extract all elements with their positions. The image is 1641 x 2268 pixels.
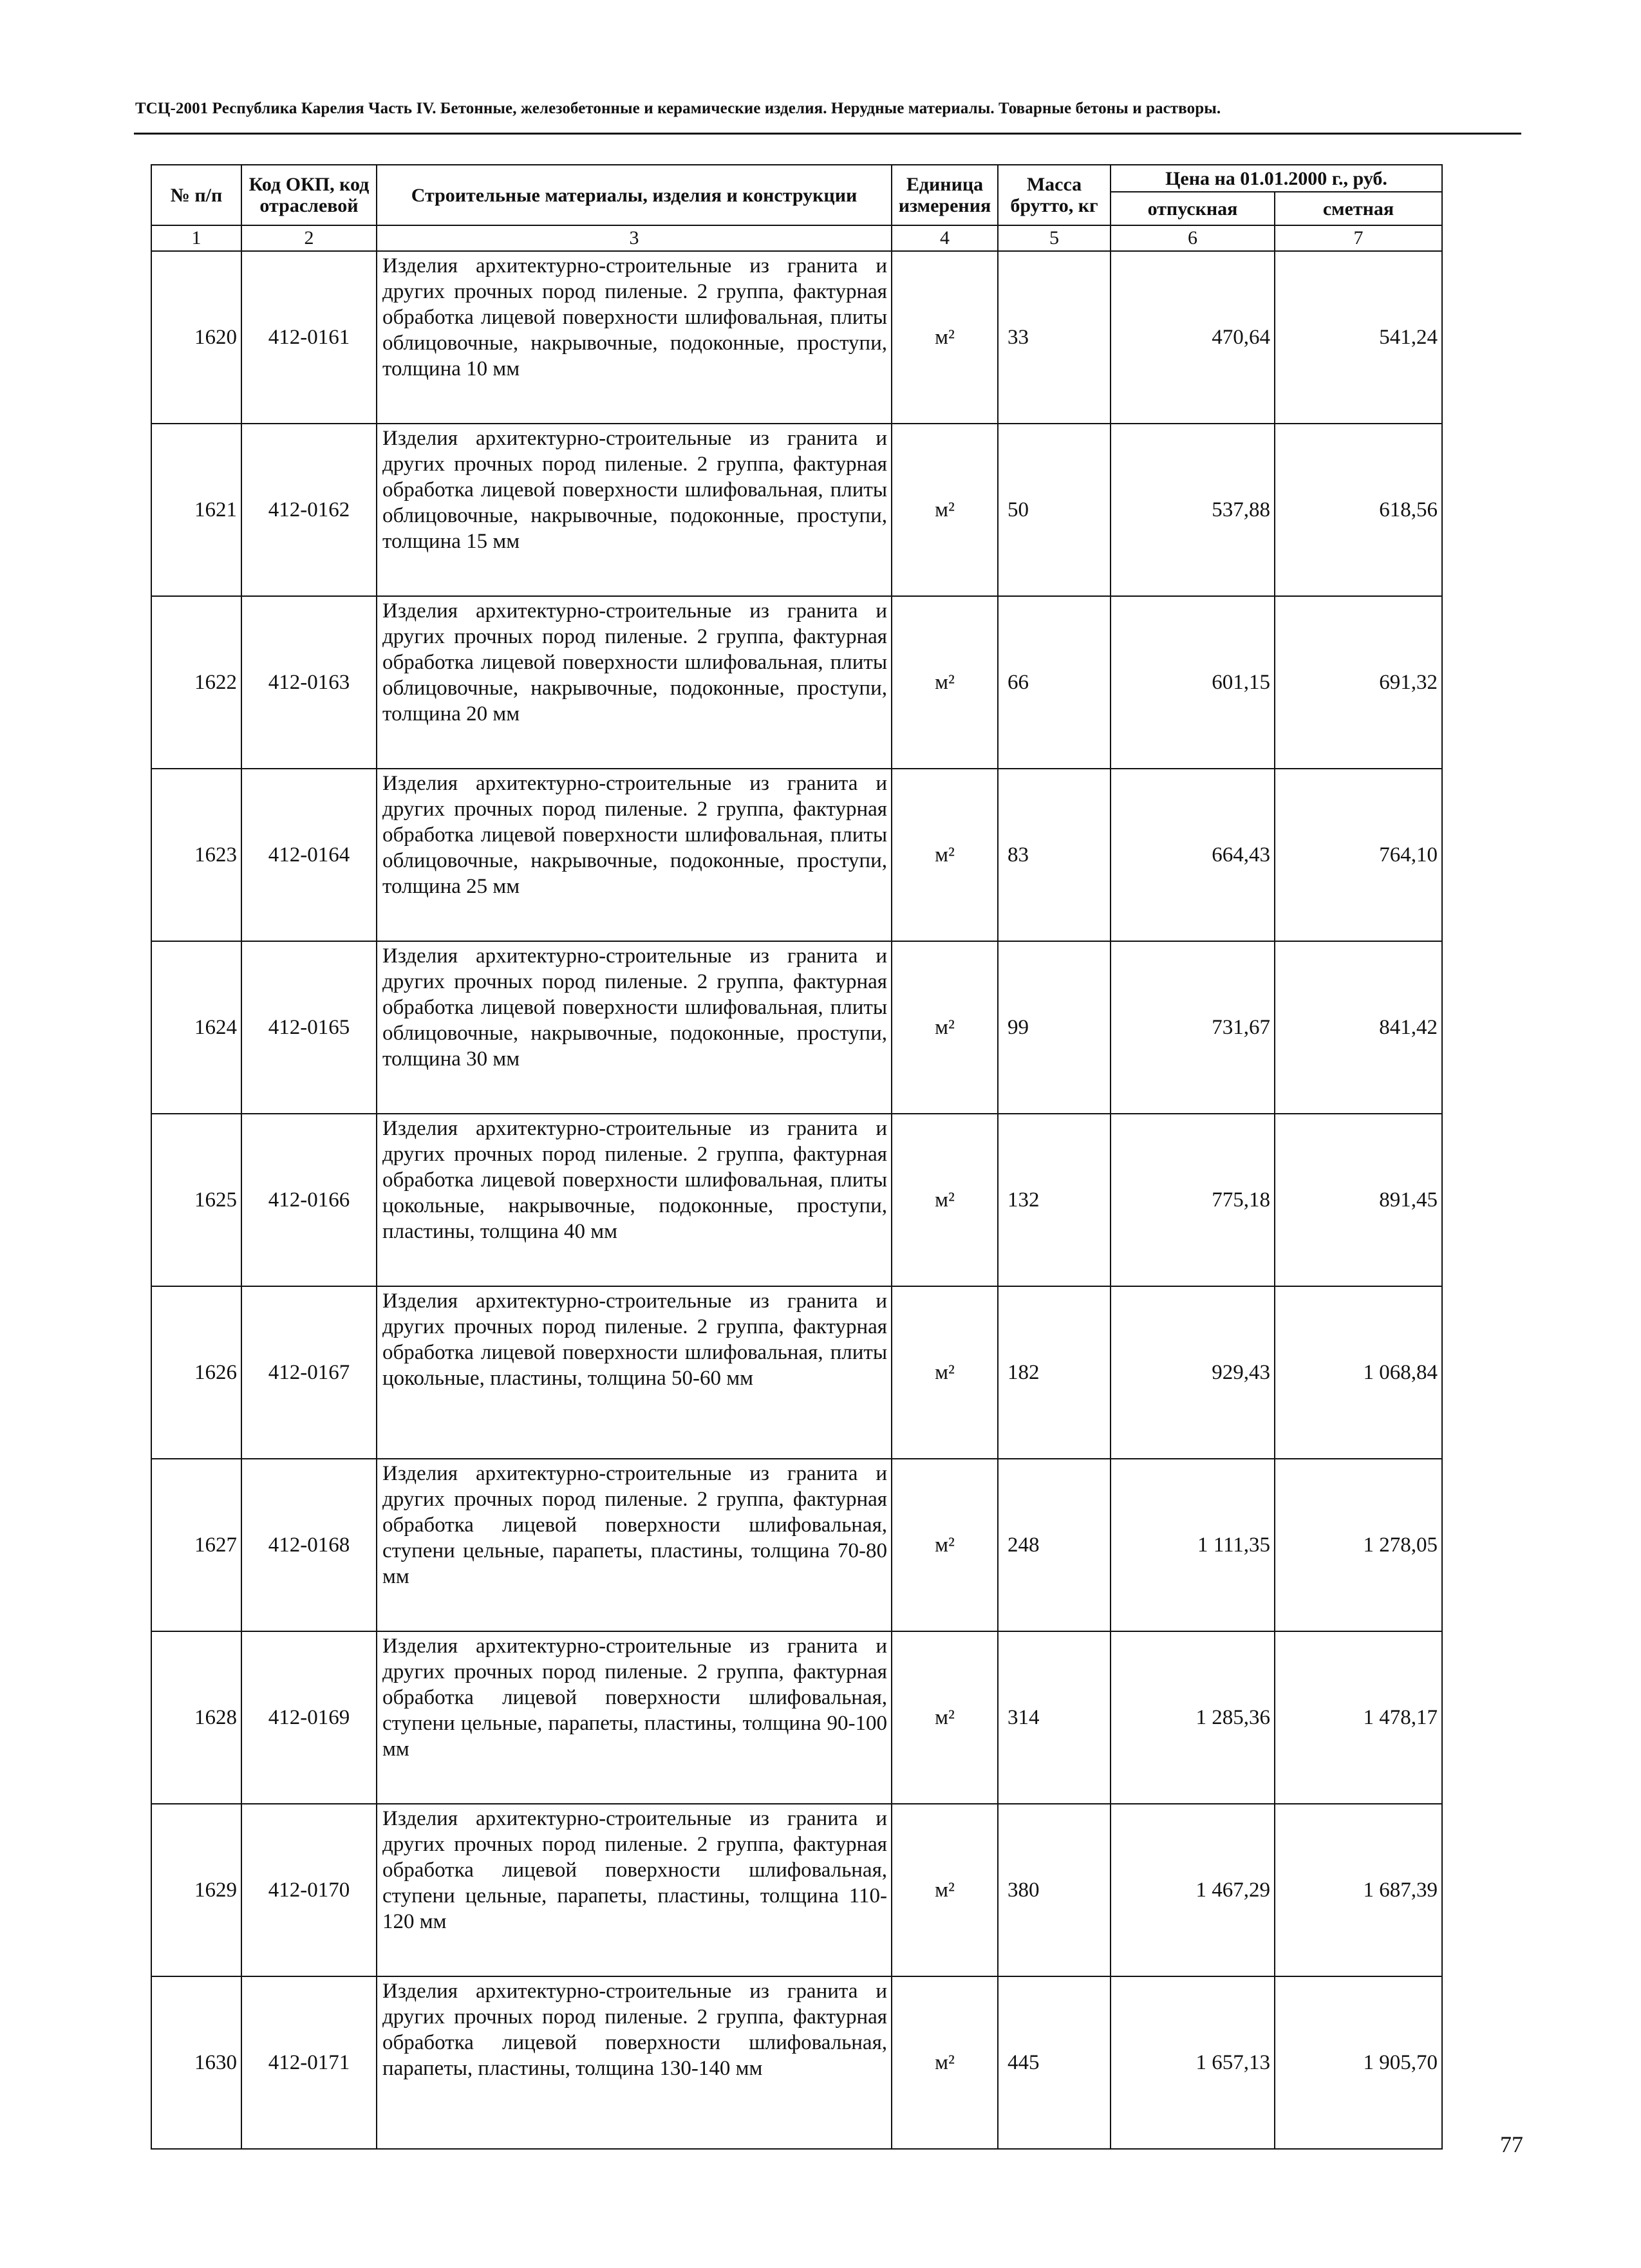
row-description: Изделия архитектурно-строительные из гранита и других прочных пород пиленые. 2 группа, фактурная обработка лицевой поверхности шлифовальная, плиты облицовочные, накрывочные, подоконные, проступи, толщина 25 мм (377, 769, 892, 941)
row-price-estimate: 841,42 (1275, 941, 1442, 1114)
row-description: Изделия архитектурно-строительные из гранита и других прочных пород пиленые. 2 группа, фактурная обработка лицевой поверхности шлифовальная, плиты облицовочные, накрывочные, подоконные, проступи, толщина 15 мм (377, 424, 892, 596)
row-code: 412-0169 (241, 1631, 377, 1804)
row-mass: 314 (998, 1631, 1111, 1804)
row-unit: м² (892, 1286, 998, 1459)
row-unit: м² (892, 1631, 998, 1804)
row-price-estimate: 891,45 (1275, 1114, 1442, 1286)
row-unit: м² (892, 424, 998, 596)
table-row (151, 1114, 1442, 1286)
row-code: 412-0164 (241, 769, 377, 941)
row-number: 1625 (151, 1114, 241, 1286)
row-code: 412-0163 (241, 596, 377, 769)
row-price-estimate: 1 478,17 (1275, 1631, 1442, 1804)
column-number: 2 (241, 225, 377, 251)
table-row (151, 769, 1442, 941)
row-price-release: 1 285,36 (1111, 1631, 1275, 1804)
row-code: 412-0171 (241, 1976, 377, 2149)
row-unit: м² (892, 1114, 998, 1286)
header-price-group: Цена на 01.01.2000 г., руб. (1111, 165, 1442, 192)
table-row (151, 1976, 1442, 2149)
row-number: 1624 (151, 941, 241, 1114)
row-mass: 50 (998, 424, 1111, 596)
table-row (151, 1459, 1442, 1631)
row-mass: 66 (998, 596, 1111, 769)
row-description: Изделия архитектурно-строительные из гранита и других прочных пород пиленые. 2 группа, фактурная обработка лицевой поверхности шлифовальная, плиты облицовочные, накрывочные, подоконные, проступи, толщина 10 мм (377, 251, 892, 424)
header-num: № п/п (151, 165, 241, 225)
row-description: Изделия архитектурно-строительные из гранита и других прочных пород пиленые. 2 группа, фактурная обработка лицевой поверхности шлифовальная, ступени цельные, парапеты, пластины, толщина 70-80 мм (377, 1459, 892, 1631)
row-code: 412-0167 (241, 1286, 377, 1459)
row-description: Изделия архитектурно-строительные из гранита и других прочных пород пиленые. 2 группа, фактурная обработка лицевой поверхности шлифовальная, плиты облицовочные, накрывочные, подоконные, проступи, толщина 20 мм (377, 596, 892, 769)
header-unit: Единица измерения (892, 165, 998, 225)
row-number: 1629 (151, 1804, 241, 1976)
row-unit: м² (892, 251, 998, 424)
row-price-release: 537,88 (1111, 424, 1275, 596)
header-price-release: отпускная (1111, 192, 1275, 225)
row-number: 1623 (151, 769, 241, 941)
row-description: Изделия архитектурно-строительные из гранита и других прочных пород пиленые. 2 группа, фактурная обработка лицевой поверхности шлифовальная, плиты цокольные, пластины, толщина 50-60 мм (377, 1286, 892, 1459)
table-row (151, 941, 1442, 1114)
table-row (151, 424, 1442, 596)
row-price-estimate: 764,10 (1275, 769, 1442, 941)
row-price-release: 775,18 (1111, 1114, 1275, 1286)
row-unit: м² (892, 1804, 998, 1976)
column-number: 6 (1111, 225, 1275, 251)
row-description: Изделия архитектурно-строительные из гранита и других прочных пород пиленые. 2 группа, фактурная обработка лицевой поверхности шлифовальная, ступени цельные, парапеты, пластины, толщина 90-100 мм (377, 1631, 892, 1804)
row-mass: 132 (998, 1114, 1111, 1286)
row-price-estimate: 1 278,05 (1275, 1459, 1442, 1631)
header-price-estimate: сметная (1275, 192, 1442, 225)
row-mass: 99 (998, 941, 1111, 1114)
row-price-release: 1 657,13 (1111, 1976, 1275, 2149)
row-description: Изделия архитектурно-строительные из гранита и других прочных пород пиленые. 2 группа, фактурная обработка лицевой поверхности шлифовальная, плиты облицовочные, накрывочные, подоконные, проступи, толщина 30 мм (377, 941, 892, 1114)
row-price-estimate: 1 068,84 (1275, 1286, 1442, 1459)
row-unit: м² (892, 1976, 998, 2149)
row-unit: м² (892, 1459, 998, 1631)
row-unit: м² (892, 769, 998, 941)
row-number: 1620 (151, 251, 241, 424)
row-code: 412-0162 (241, 424, 377, 596)
column-number-row (151, 225, 1442, 251)
header-mass: Масса брутто, кг (998, 165, 1111, 225)
row-description: Изделия архитектурно-строительные из гранита и других прочных пород пиленые. 2 группа, фактурная обработка лицевой поверхности шлифовальная, плиты цокольные, накрывочные, подоконные, проступи, пластины, толщина 40 мм (377, 1114, 892, 1286)
column-number: 5 (998, 225, 1111, 251)
table-row (151, 251, 1442, 424)
table-row (151, 1286, 1442, 1459)
row-description: Изделия архитектурно-строительные из гранита и других прочных пород пиленые. 2 группа, фактурная обработка лицевой поверхности шлифовальная, ступени цельные, парапеты, пластины, толщина 110-120 мм (377, 1804, 892, 1976)
row-code: 412-0170 (241, 1804, 377, 1976)
row-price-release: 1 111,35 (1111, 1459, 1275, 1631)
header-code: Код ОКП, код отраслевой (241, 165, 377, 225)
row-price-estimate: 1 687,39 (1275, 1804, 1442, 1976)
row-code: 412-0161 (241, 251, 377, 424)
row-price-estimate: 618,56 (1275, 424, 1442, 596)
row-unit: м² (892, 596, 998, 769)
row-number: 1630 (151, 1976, 241, 2149)
row-number: 1627 (151, 1459, 241, 1631)
running-header: ТСЦ-2001 Республика Карелия Часть IV. Бетонные, железобетонные и керамические изделия. Нерудные материалы. Товарные бетоны и растворы. (135, 100, 1221, 117)
row-price-estimate: 541,24 (1275, 251, 1442, 424)
row-mass: 445 (998, 1976, 1111, 2149)
row-number: 1626 (151, 1286, 241, 1459)
row-description: Изделия архитектурно-строительные из гранита и других прочных пород пиленые. 2 группа, фактурная обработка лицевой поверхности шлифовальная, парапеты, пластины, толщина 130-140 мм (377, 1976, 892, 2149)
row-mass: 380 (998, 1804, 1111, 1976)
row-code: 412-0166 (241, 1114, 377, 1286)
row-code: 412-0168 (241, 1459, 377, 1631)
row-price-release: 731,67 (1111, 941, 1275, 1114)
row-mass: 83 (998, 769, 1111, 941)
page-number: 77 (1500, 2132, 1523, 2157)
row-price-release: 929,43 (1111, 1286, 1275, 1459)
table-row (151, 1804, 1442, 1976)
row-mass: 182 (998, 1286, 1111, 1459)
row-number: 1628 (151, 1631, 241, 1804)
row-price-estimate: 691,32 (1275, 596, 1442, 769)
row-number: 1621 (151, 424, 241, 596)
row-unit: м² (892, 941, 998, 1114)
row-price-release: 1 467,29 (1111, 1804, 1275, 1976)
table-body (151, 251, 1442, 2149)
column-number: 7 (1275, 225, 1442, 251)
price-table (151, 164, 1443, 2150)
column-number: 4 (892, 225, 998, 251)
row-code: 412-0165 (241, 941, 377, 1114)
row-mass: 248 (998, 1459, 1111, 1631)
header-rule (134, 133, 1521, 135)
row-price-release: 601,15 (1111, 596, 1275, 769)
row-price-release: 470,64 (1111, 251, 1275, 424)
row-price-estimate: 1 905,70 (1275, 1976, 1442, 2149)
table-row (151, 596, 1442, 769)
column-number: 3 (377, 225, 892, 251)
table-row (151, 1631, 1442, 1804)
row-number: 1622 (151, 596, 241, 769)
column-number: 1 (151, 225, 241, 251)
row-price-release: 664,43 (1111, 769, 1275, 941)
header-name: Строительные материалы, изделия и конструкции (377, 165, 892, 225)
row-mass: 33 (998, 251, 1111, 424)
